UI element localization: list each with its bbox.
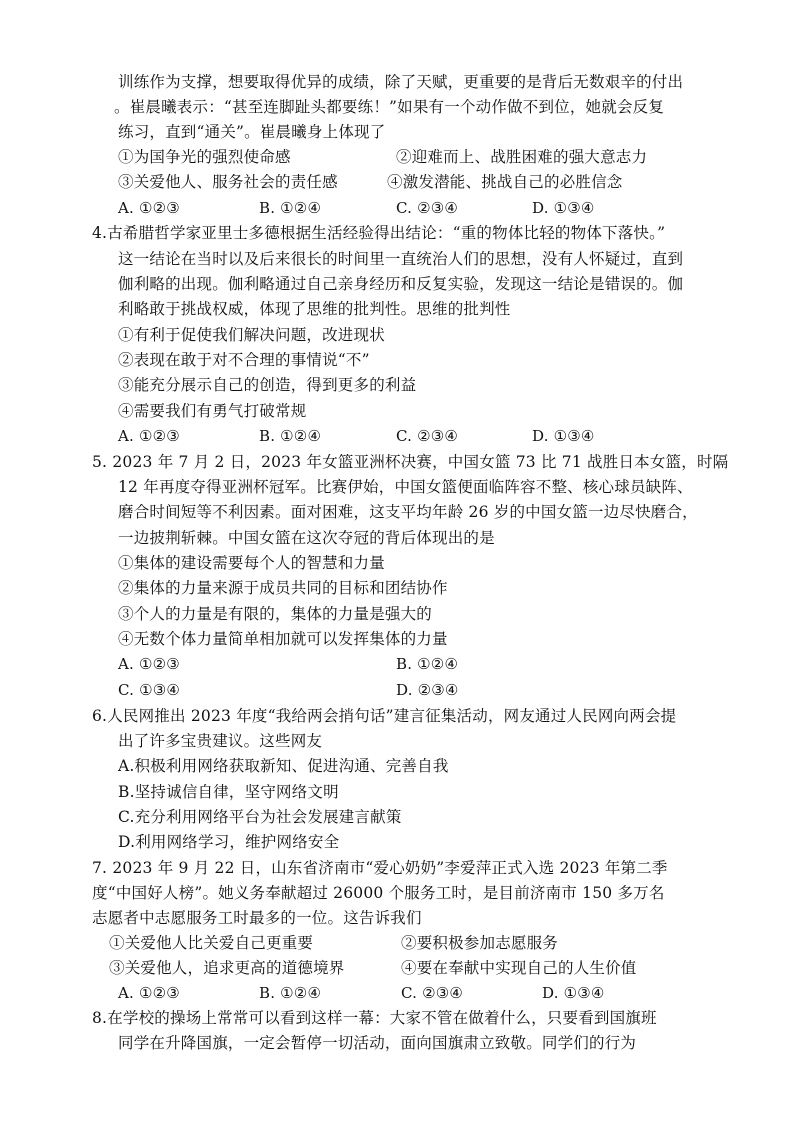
q4-text-line-3: 伽利略的出现。伽利略通过自己亲身经历和反复实验，发现这一结论是错误的。伽 [118, 275, 684, 293]
q5-option-b: B. ①②④ [396, 655, 459, 673]
q7-text-line-2: 度“中国好人榜”。她义务奉献超过 26000 个服务工时，是目前济南市 150 多万名 [92, 884, 665, 902]
q5-statement-2: ②集体的力量来源于成员共同的目标和团结协作 [118, 579, 448, 597]
q6-text-line-2: 出了许多宝贵建议。这些网友 [118, 732, 323, 750]
q4-text-line-4: 利略敢于挑战权威，体现了思维的批判性。思维的批判性 [118, 300, 511, 318]
q7-text-line-1: 7. 2023 年 9 月 22 日，山东省济南市“爱心奶奶”李爱萍正式入选 2023 年第二季 [92, 859, 668, 877]
q5-option-d: D. ②③④ [396, 681, 459, 699]
q8-text-line-1: 8.在学校的操场上常常可以看到这样一幕：大家不管在做着什么，只要看到国旗班 [92, 1009, 657, 1027]
q7-option-c: C. ②③④ [401, 984, 464, 1002]
q5-statement-1: ①集体的建设需要每个人的智慧和力量 [118, 554, 385, 572]
q3-text-line-1: 训练作为支撑，想要取得优异的成绩，除了天赋，更重要的是背后无数艰辛的付出 [118, 73, 684, 91]
q7-statement-3: ③关爱他人，追求更高的道德境界 [109, 959, 345, 977]
q4-statement-3: ③能充分展示自己的创造，得到更多的利益 [118, 376, 417, 394]
q5-text-line-4: 一边披荆斩棘。中国女篮在这次夺冠的背后体现出的是 [118, 529, 495, 547]
q7-text-line-3: 志愿者中志愿服务工时最多的一位。这告诉我们 [92, 909, 422, 927]
q6-option-c: C.充分利用网络平台为社会发展建言献策 [118, 808, 402, 826]
q4-option-d: D. ①③④ [532, 427, 595, 445]
q5-text-line-1: 5. 2023 年 7 月 2 日，2023 年女篮亚洲杯决赛，中国女篮 73 比 71 战胜日本女篮，时隔 [92, 453, 729, 471]
q6-text-line-1: 6.人民网推出 2023 年度“我给两会捎句话”建言征集活动，网友通过人民网向两会提 [92, 707, 677, 725]
q3-option-c: C. ②③④ [396, 199, 459, 217]
q5-text-line-3: 磨合时间短等不利因素。面对困难，这支平均年龄 26 岁的中国女篮一边尽快磨合， [118, 503, 698, 521]
q4-option-c: C. ②③④ [396, 427, 459, 445]
q3-text-line-2: 。崔晨曦表示：“甚至连脚趾头都要练！”如果有一个动作做不到位，她就会反复 [114, 98, 665, 116]
q7-statement-4: ④要在奉献中实现自己的人生价值 [401, 959, 637, 977]
q5-option-a: A. ①②③ [118, 655, 180, 673]
q4-text-line-1: 4.古希腊哲学家亚里士多德根据生活经验得出结论：“重的物体比轻的物体下落快。” [92, 224, 666, 242]
q3-text-line-3: 练习，直到“通关”。崔晨曦身上体现了 [118, 123, 386, 141]
q3-option-a: A. ①②③ [118, 199, 180, 217]
q5-statement-4: ④无数个体力量简单相加就可以发挥集体的力量 [118, 630, 448, 648]
q4-statement-4: ④需要我们有勇气打破常规 [118, 402, 307, 420]
q4-option-a: A. ①②③ [118, 427, 180, 445]
q3-option-b: B. ①②④ [259, 199, 322, 217]
q7-option-b: B. ①②④ [259, 984, 322, 1002]
q7-option-d: D. ①③④ [542, 984, 605, 1002]
q4-statement-2: ②表现在敢于对不合理的事情说“不” [118, 351, 370, 369]
q7-statement-2: ②要积极参加志愿服务 [401, 934, 559, 952]
q5-statement-3: ③个人的力量是有限的，集体的力量是强大的 [118, 605, 433, 623]
q3-statement-4: ④激发潜能、挑战自己的必胜信念 [387, 173, 623, 191]
q6-option-d: D.利用网络学习，维护网络安全 [118, 833, 340, 851]
q3-option-d: D. ①③④ [532, 199, 595, 217]
q5-option-c: C. ①③④ [118, 681, 181, 699]
q4-text-line-2: 这一结论在当时以及后来很长的时间里一直统治人们的思想，没有人怀疑过，直到 [118, 250, 684, 268]
q6-option-b: B.坚持诚信自律，坚守网络文明 [118, 783, 339, 801]
q3-statement-3: ③关爱他人、服务社会的责任感 [118, 173, 338, 191]
q7-statement-1: ①关爱他人比关爱自己更重要 [109, 934, 314, 952]
q5-text-line-2: 12 年再度夺得亚洲杯冠军。比赛伊始，中国女篮便面临阵容不整、核心球员缺阵、 [118, 478, 693, 496]
q6-option-a: A.积极利用网络获取新知、促进沟通、完善自我 [118, 757, 449, 775]
q7-option-a: A. ①②③ [118, 984, 180, 1002]
q3-statement-1: ①为国争光的强烈使命感 [118, 148, 291, 166]
q4-option-b: B. ①②④ [259, 427, 322, 445]
q4-statement-1: ①有利于促使我们解决问题，改进现状 [118, 326, 385, 344]
q8-text-line-2: 同学在升降国旗，一定会暂停一切活动，面向国旗肃立致敬。同学们的行为 [118, 1034, 637, 1052]
q3-statement-2: ②迎难而上、战胜困难的强大意志力 [396, 148, 648, 166]
